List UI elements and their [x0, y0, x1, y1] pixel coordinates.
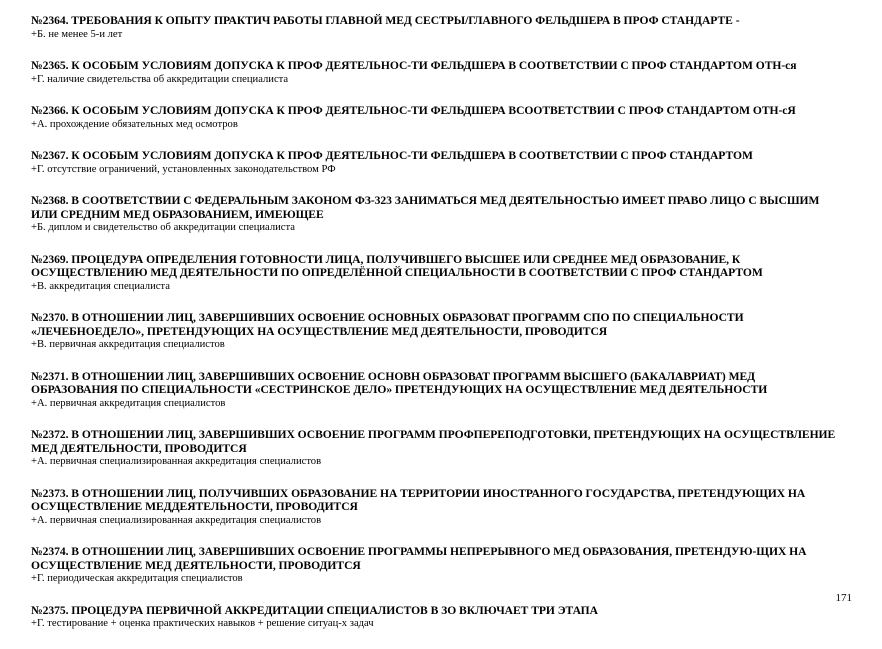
answer-text: +В. первичная аккредитация специалистов: [31, 339, 225, 350]
question-text: №2368. В СООТВЕТСТВИИ С ФЕДЕРАЛЬНЫМ ЗАКОНОМ ФЗ-323 ЗАНИМАТЬСЯ МЕД ДЕЯТЕЛЬНОСТЬЮ ИМЕЕТ ПРАВО ЛИЦО С ВЫСШИМ ИЛИ СРЕДНИМ МЕД ОБРАЗОВАНИЕМ, ИМЕЮЩЕЕ: [31, 194, 820, 221]
qa-entry: [31, 194, 851, 235]
answer-text: +Г. отсутствие ограничений, установленных законодательством РФ: [31, 163, 336, 175]
question-list: [31, 14, 851, 649]
qa-entry: [31, 59, 851, 86]
qa-entry: [31, 545, 851, 586]
qa-entry: [31, 428, 851, 469]
answer-text: +А. первичная специализированная аккредитация специалистов: [31, 456, 322, 467]
question-text: №2369. ПРОЦЕДУРА ОПРЕДЕЛЕНИЯ ГОТОВНОСТИ ЛИЦА, ПОЛУЧИВШЕГО ВЫСШЕЕ ИЛИ СРЕДНЕЕ МЕД ОБРАЗОВАНИЕ, К ОСУЩЕСТВЛЕНИЮ МЕД ДЕЯТЕЛЬНОСТИ ПО ОПРЕДЕЛЁННОЙ СПЕЦИАЛЬНОСТИ В СООТВЕТСТВИИ С ПРОФ СТАНДАРТОМ: [31, 252, 763, 279]
question-text: №2371. В ОТНОШЕНИИ ЛИЦ, ЗАВЕРШИВШИХ ОСВОЕНИЕ ОСНОВН ОБРАЗОВАТ ПРОГРАММ ВЫСШЕГО (БАКАЛАВРИАТ) МЕД ОБРАЗОВАНИЯ ПО СПЕЦИАЛЬНОСТИ «СЕСТРИНСКОЕ ДЕЛО» ПРЕТЕНДУЮЩИХ НА ОСУЩЕСТВЛЕНИЕ МЕД ДЕЯТЕЛЬНОСТИ: [31, 369, 768, 396]
question-text: №2373. В ОТНОШЕНИИ ЛИЦ, ПОЛУЧИВШИХ ОБРАЗОВАНИЕ НА ТЕРРИТОРИИ ИНОСТРАННОГО ГОСУДАРСТВА, ПРЕТЕНДУЮЩИХ НА ОСУЩЕСТВЛЕНИЕ МЕДДЕЯТЕЛЬНОСТИ, ПРОВОДИТСЯ: [31, 486, 806, 513]
qa-entry: [31, 149, 851, 176]
qa-entry: [31, 487, 851, 528]
answer-text: +Г. периодическая аккредитация специалистов: [31, 573, 243, 584]
question-text: №2366. К ОСОБЫМ УСЛОВИЯМ ДОПУСКА К ПРОФ ДЕЯТЕЛЬНОС-ТИ ФЕЛЬДШЕРА ВСООТВЕТСТВИИ С ПРОФ СТАНДАРТОМ ОТН-сЯ: [31, 104, 796, 117]
question-text: №2365. К ОСОБЫМ УСЛОВИЯМ ДОПУСКА К ПРОФ ДЕЯТЕЛЬНОС-ТИ ФЕЛЬДШЕРА В СООТВЕТСТВИИ С ПРОФ СТАНДАРТОМ ОТН-ся: [31, 59, 797, 72]
answer-text: +А. прохождение обязательных мед осмотров: [31, 118, 238, 130]
question-text: №2364. ТРЕБОВАНИЯ К ОПЫТУ ПРАКТИЧ РАБОТЫ ГЛАВНОЙ МЕД СЕСТРЫ/ГЛАВНОГО ФЕЛЬДШЕРА В ПРОФ СТАНДАРТЕ -: [31, 14, 740, 27]
page-number: 171: [835, 592, 852, 604]
question-text: №2370. В ОТНОШЕНИИ ЛИЦ, ЗАВЕРШИВШИХ ОСВОЕНИЕ ОСНОВНЫХ ОБРАЗОВАТ ПРОГРАММ СПО ПО СПЕЦИАЛЬНОСТИ «ЛЕЧЕБНОЕДЕЛО», ПРЕТЕНДУЮЩИХ НА ОСУЩЕСТВЛЕНИЕ МЕД ДЕЯТЕЛЬНОСТИ, ПРОВОДИТСЯ: [31, 311, 744, 338]
question-text: №2372. В ОТНОШЕНИИ ЛИЦ, ЗАВЕРШИВШИХ ОСВОЕНИЕ ПРОГРАММ ПРОФПЕРЕПОДГОТОВКИ, ПРЕТЕНДУЮЩИХ НА ОСУЩЕСТВЛЕНИЕ МЕД ДЕЯТЕЛЬНОСТИ, ПРОВОДИТСЯ: [31, 428, 836, 455]
answer-text: +В. аккредитация специалиста: [31, 280, 170, 292]
answer-text: +Г. тестирование + оценка практических навыков + решение ситуац-х задач: [31, 618, 374, 629]
answer-text: +А. первичная специализированная аккредитация специалистов: [31, 514, 322, 526]
qa-entry: [31, 104, 851, 131]
qa-entry: [31, 604, 851, 631]
question-text: №2367. К ОСОБЫМ УСЛОВИЯМ ДОПУСКА К ПРОФ ДЕЯТЕЛЬНОС-ТИ ФЕЛЬДШЕРА В СООТВЕТСТВИИ С ПРОФ СТАНДАРТОМ: [31, 149, 753, 162]
qa-entry: [31, 311, 851, 352]
answer-text: +Б. не менее 5-и лет: [31, 28, 123, 40]
answer-text: +Г. наличие свидетельства об аккредитации специалиста: [31, 73, 289, 85]
answer-text: +Б. диплом и свидетельство об аккредитации специалиста: [31, 222, 295, 233]
question-text: №2375. ПРОЦЕДУРА ПЕРВИЧНОЙ АККРЕДИТАЦИИ СПЕЦИАЛИСТОВ В ЗО ВКЛЮЧАЕТ ТРИ ЭТАПА: [31, 603, 598, 617]
qa-entry: [31, 253, 851, 294]
answer-text: +А. первичная аккредитация специалистов: [31, 397, 226, 409]
question-text: №2374. В ОТНОШЕНИИ ЛИЦ, ЗАВЕРШИВШИХ ОСВОЕНИЕ ПРОГРАММЫ НЕПРЕРЫВНОГО МЕД ОБРАЗОВАНИЯ, ПРЕТЕНДУЮ-ЩИХ НА ОСУЩЕСТВЛЕНИЕ МЕД ДЕЯТЕЛЬНОСТИ, ПРОВОДИТСЯ: [31, 545, 807, 572]
qa-entry: [31, 370, 851, 411]
qa-entry: [31, 14, 851, 41]
